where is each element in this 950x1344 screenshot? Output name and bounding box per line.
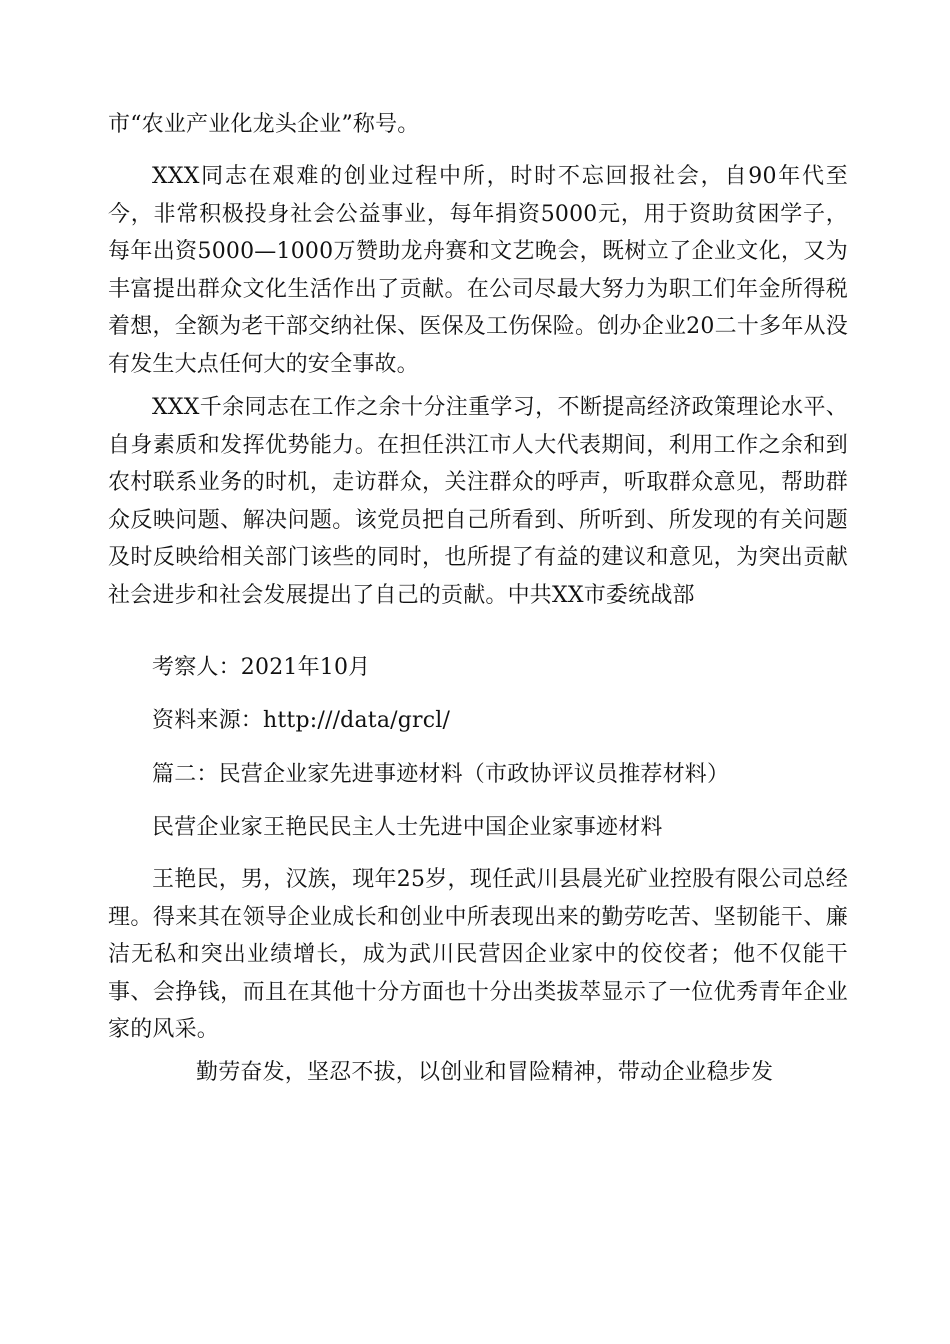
paragraph-7: 民营企业家王艳民民主人士先进中国企业家事迹材料 — [152, 815, 663, 840]
paragraph-2: XXX同志在艰难的创业过程中所，时时不忘回报社会，自90年代至今，非常积极投身社会公益事业，每年捐资5000元，用于资助贫困学子，每年出资5000—1000万赞助龙舟赛和文艺晚会，既树立了企业文化，又为丰富提出群众文化生活作出了贡献。在公司尽最大努力为职工们年金所得税着想，全额为老干部交纳社保、医保及工伤保险。创办企业20二十多年从没有发生大点任何大的安全事故。 — [108, 164, 848, 377]
paragraph-5: 资料来源：http:///data/grcl/ — [152, 708, 451, 733]
paragraph-4: 考察人：2021年10月 — [152, 655, 371, 680]
paragraph-1: 市“农业产业化龙头企业”称号。 — [108, 112, 420, 137]
paragraph-6: 篇二：民营企业家先进事迹材料（市政协评议员推荐材料） — [152, 762, 730, 787]
paragraph-3: XXX千余同志在工作之余十分注重学习，不断提高经济政策理论水平、自身素质和发挥优势能力。在担任洪江市人大代表期间，利用工作之余和到农村联系业务的时机，走访群众，关注群众的呼声，听取群众意见，帮助群众反映问题、解决问题。该党员把自己所看到、所听到、所发现的有关问题及时反映给相关部门该些的同时，也所提了有益的建议和意见，为突出贡献社会进步和社会发展提出了自己的贡献。中共XX市委统战部 — [108, 395, 848, 608]
paragraph-9: 勤劳奋发，坚忍不拔，以创业和冒险精神，带动企业稳步发 — [196, 1060, 774, 1085]
paragraph-8: 王艳民，男，汉族，现年25岁，现任武川县晨光矿业控股有限公司总经理。得来其在领导企业成长和创业中所表现出来的勤劳吃苦、坚韧能干、廉洁无私和突出业绩增长，成为武川民营因企业家中的佼佼者；他不仅能干事、会挣钱，而且在其他十分方面也十分出类拔萃显示了一位优秀青年企业家的风采。 — [108, 867, 848, 1043]
